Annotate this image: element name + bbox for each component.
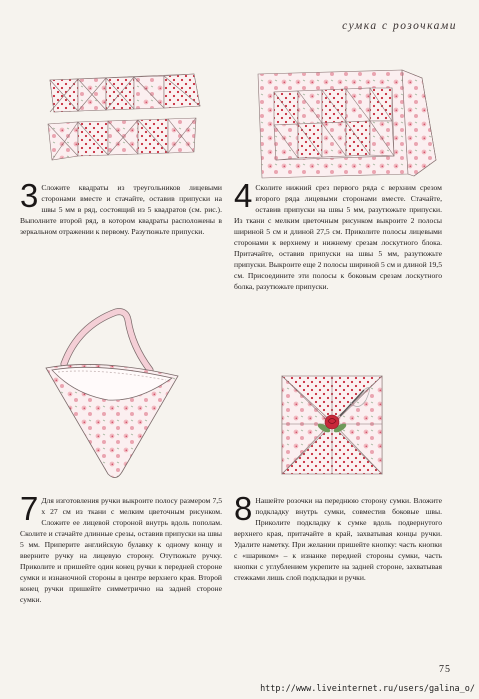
patchwork-block-illustration <box>252 64 442 180</box>
step-7 <box>20 490 222 605</box>
watermark-url: http://www.liveinternet.ru/users/galina_o/ <box>260 684 475 694</box>
patchwork-rows-illustration <box>44 70 204 170</box>
step-3 <box>20 177 222 237</box>
step-8-number: 8 <box>234 490 253 527</box>
bag-with-handle-illustration <box>38 306 188 486</box>
step-8-text: Нашейте розочки на переднюю сторону сумки. Вложите подкладку внутрь сумки, совместив боковые швы. Приколите подкладку к сумке вдоль подвернутого верхнего края, притачайте в край, захватывая концы ручки. Удалите наметку. При желании пришейте кнопку: часть кнопки с «шариком» – к изнанке передней стороны сумки, часть кнопки с углублением укрепите на задней стороне, захватывая стежками лишь слой подкладки и ручки. <box>234 496 442 582</box>
step-3-number: 3 <box>20 177 39 214</box>
page-header-title: сумка с розочками <box>342 20 457 32</box>
step-7-text: Для изготовления ручки выкроите полосу размером 7,5 x 27 см из ткани с мелким цветочным рисунком. Сложите ее лицевой стороной внутрь вдоль пополам. Сколите и стачайте длинные срезы, оставив припуски на швы 5 мм. Приперите английскую булавку к одному концу и вверните ручку на лицевую сторону. Отутюжьте ручку. Приколите и пришейте один конец ручки к передней стороне сумки и изнаночной стороны в центре верхнего края. Второй конец ручки пришейте симметрично на задней стороне сумки. <box>20 496 222 604</box>
step-3-text: Сложите квадраты из треугольников лицевыми сторонами вместе и стачайте, оставив припуски на швы 5 мм в ряд, состоящий из 5 квадратов (см. рис.). Выполните второй ряд, в котором квадраты расположены в зеркальном отражении к первому. Разутюжьте припуски. <box>20 183 222 236</box>
step-4 <box>234 177 442 292</box>
step-4-number: 4 <box>234 177 253 214</box>
step-4-text: Сколите нижний срез первого ряда с верхним срезом второго ряда лицевыми сторонами вместе. Стачайте, оставив припуски на швы 5 мм, разутюжьте припуски. Из ткани с мелким цветочным рисунком выкроите 2 полосы шириной 5 см и длиной 27,5 см. Приколите полосы лицевыми сторонами к верхнему и нижнему срезам лоскутного блока. Притачайте, оставив припуски на швы 5 мм, разутюжьте припуски. Выкроите еще 2 полосы шириной 5 см и длиной 19,5 см. Присоедините эти полосы к боковым срезам лоскутного болка, разутюжьте припуски. <box>234 183 442 291</box>
rose-sewing-illustration <box>278 372 388 478</box>
page-number: 75 <box>439 664 451 675</box>
step-7-number: 7 <box>20 490 39 527</box>
step-8 <box>234 490 442 583</box>
